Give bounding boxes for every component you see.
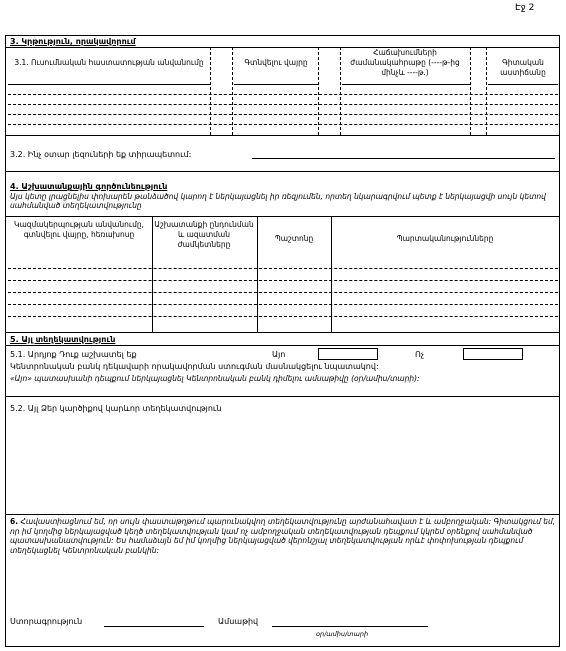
section5-title: 5. Այլ տեղեկատվություն (10, 335, 116, 344)
no-checkbox[interactable] (463, 348, 523, 360)
date-label: Ամսաթիվ (218, 617, 259, 626)
section3-title: 3. Կրթություն, որակավորում (10, 37, 136, 46)
q51-line2: Կենտրոնական բանկ դեկավարի որակավորման ստուգման մասնակցելու նպատակով: (10, 362, 379, 371)
no-label: Ոչ (415, 350, 425, 359)
col-dates: Հաճախումների ժամանակահրաթը (----թ-ից մինչև ----թ.) (350, 48, 460, 77)
q32-label: 3.2. Ինչ օտար լեզուների եք տիրապետում: (10, 150, 192, 159)
date-format-hint: օր/ամիս/տարի (316, 630, 369, 638)
q52-label: 5.2. Այլ Ձեր կարծիքով կարևոր տեղեկատվություն (10, 404, 222, 413)
section4-title: 4. Աշխատանքային գործունեություն (10, 182, 168, 191)
col-degree: Գիտական աստիճանը (500, 58, 546, 77)
yes-label: Այո (272, 350, 286, 359)
signature-line[interactable] (104, 626, 204, 627)
col-position: Պաշտոնը (274, 234, 314, 243)
consent-text: Ես համաձայն եմ իմ կողմից ներկայացված վերոնշյալ տեղեկատվության որևէ փոփոխության դեպքում տեղեկացնել Կենտրոնական բանկին: (10, 536, 524, 555)
signature-label: Ստորագրություն (10, 617, 83, 626)
q52-answer-area[interactable] (8, 416, 556, 512)
col-duties: Պարտականությունները (396, 234, 494, 243)
q51-note: «Այո» պատասխանի դեպքում ներկայացնել Կենտրոնական բանկ դիմելու ամսաթիվը (օր/ամիս/տարի): (10, 374, 420, 383)
yes-checkbox[interactable] (318, 348, 378, 360)
col-location: Գտնվելու վայրը (244, 58, 308, 67)
col-organization: Կազմակերպության անվանումը, գտնվելու վայրը, հեռախոսը (14, 220, 144, 239)
section6-number: 6. (10, 517, 19, 526)
declaration-text: Հավաստիացնում եմ, որ սույն փաստաթղթում պարունակվող տեղեկատվությունը արժանահավատ է և ամբողջական: Գիտակցում եմ, որ իմ կողմից ներկայացված կեղծ տեղեկատվության կամ ոչ ամբողջական տեղեկատվության դեպքում կկրեմ օրենքով սահմանված պատասխանատվություն: (10, 517, 556, 545)
q51-label: 5.1. Արդյոք Դուք աշխատել եք (10, 350, 137, 359)
col-employment-dates: Աշխատանքի ընդունման և ազատման ժամկետները (154, 220, 254, 249)
date-line[interactable] (272, 626, 428, 627)
page-number: Էջ 2 (515, 3, 535, 13)
section4-note: Այս կետը լրացնելիս փոխարեն թանձածով կարող է ներկայացնել իր ռեզյումեն, որտեղ նկարագրվում պետք է ներկայացվի սույն կետով սահմանված տեղեկատվությունը (10, 192, 546, 210)
col-institution: 3.1. Ուսումնական հաստատության անվանումը (14, 58, 204, 67)
q32-answer-line[interactable] (252, 158, 555, 159)
